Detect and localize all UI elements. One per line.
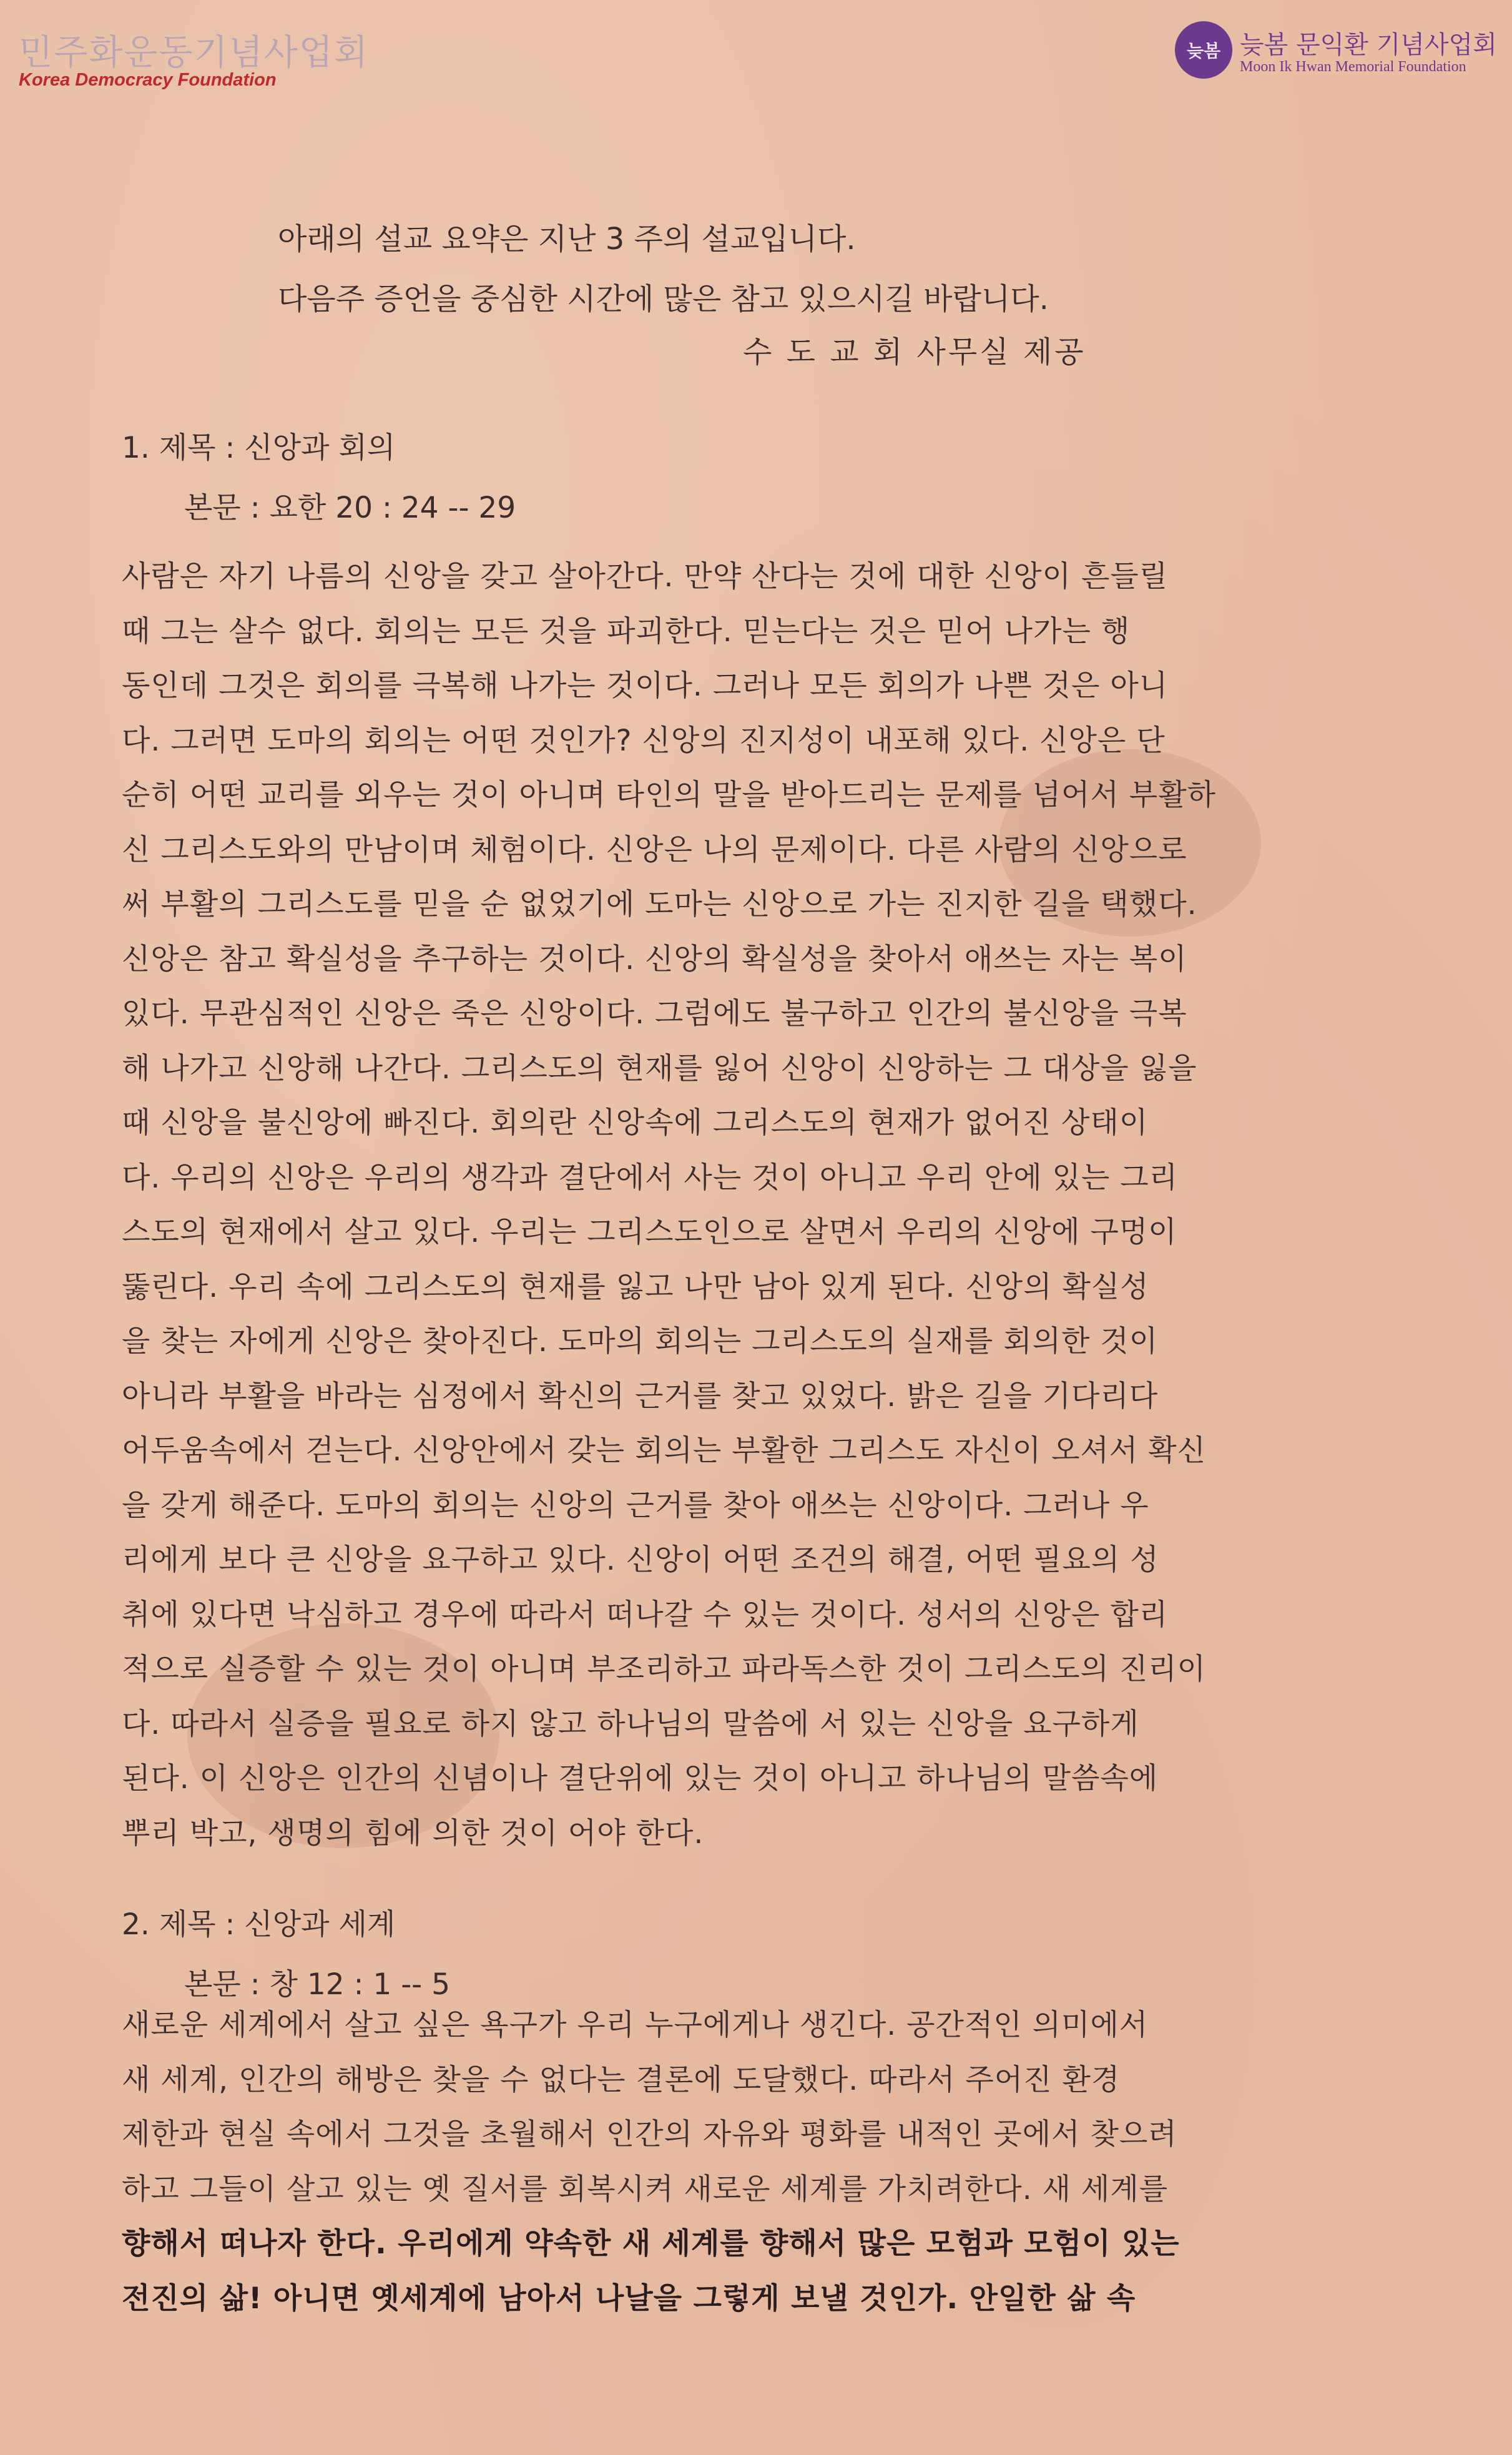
body-line: 을 갖게 해준다. 도마의 회의는 신앙의 근거를 찾아 애쓰는 신앙이다. 그러나 우 — [122, 1488, 1149, 1523]
body-line: 순히 어떤 교리를 외우는 것이 아니며 타인의 말을 받아드리는 문제를 넘어서 부활하 — [122, 778, 1217, 812]
intro-line-1: 아래의 설교 요약은 지난 3 주의 설교입니다. — [278, 222, 856, 257]
body-line: 뚫린다. 우리 속에 그리스도의 현재를 잃고 나만 남아 있게 된다. 신앙의 확실성 — [122, 1269, 1149, 1304]
provider-credit: 수 도 교 회 사무실 제공 — [743, 335, 1086, 370]
body-line: 다. 그러면 도마의 회의는 어떤 것인가? 신앙의 진지성이 내포해 있다. 신앙은 단 — [122, 723, 1166, 758]
body-line: 전진의 삶! 아니면 옛세계에 남아서 나날을 그렇게 보낼 것인가. 안일한 삶 속 — [122, 2281, 1136, 2316]
body-line: 새 세계, 인간의 해방은 찾을 수 없다는 결론에 도달했다. 따라서 주어진 환경 — [122, 2062, 1121, 2097]
body-line: 신 그리스도와의 만남이며 체험이다. 신앙은 나의 문제이다. 다른 사람의 신앙으로 — [122, 832, 1187, 867]
body-line: 된다. 이 신앙은 인간의 신념이나 결단위에 있는 것이 아니고 하나님의 말씀속에 — [122, 1761, 1159, 1796]
intro-notice — [278, 209, 1049, 329]
body-line: 다. 우리의 신앙은 우리의 생각과 결단에서 사는 것이 아니고 우리 안에 있는 그리 — [122, 1160, 1179, 1195]
right-logo-korean: 늦봄 문익환 기념사업회 — [1240, 31, 1497, 59]
body-line: 새로운 세계에서 살고 싶은 욕구가 우리 누구에게나 생긴다. 공간적인 의미에서 — [122, 2008, 1149, 2042]
body-line: 동인데 그것은 회의를 극복해 나가는 것이다. 그러나 모든 회의가 나쁜 것은 아니 — [122, 669, 1169, 703]
left-logo-korean: 민주화운동기념사업회 — [19, 32, 369, 73]
body-line: 향해서 떠나자 한다. 우리에게 약속한 새 세계를 향해서 많은 모험과 모험이 있는 — [122, 2226, 1180, 2261]
section-2-scripture: 본문 : 창 12 : 1 -- 5 — [184, 1967, 450, 2002]
body-line: 때 그는 살수 없다. 회의는 모든 것을 파괴한다. 믿는다는 것은 믿어 나가는 행 — [122, 614, 1131, 649]
intro-line-2: 다음주 증언을 중심한 시간에 많은 참고 있으시길 바랍니다. — [278, 282, 1049, 317]
section-2-body — [122, 1998, 1389, 2326]
section-2-heading — [122, 1895, 450, 2015]
body-line: 취에 있다면 낙심하고 경우에 따라서 떠나갈 수 있는 것이다. 성서의 신앙은 합리 — [122, 1597, 1169, 1632]
body-line: 을 찾는 자에게 신앙은 찾아진다. 도마의 회의는 그리스도의 실재를 회의한 것이 — [122, 1324, 1159, 1359]
section-1-title: 1. 제목 : 신앙과 회의 — [122, 431, 396, 465]
section-1-scripture: 본문 : 요한 20 : 24 -- 29 — [184, 491, 516, 525]
body-line: 해 나가고 신앙해 나간다. 그리스도의 현재를 잃어 신앙이 신앙하는 그 대상을 잃을 — [122, 1051, 1197, 1086]
body-line: 스도의 현재에서 살고 있다. 우리는 그리스도인으로 살면서 우리의 신앙에 구멍이 — [122, 1215, 1177, 1249]
moon-ik-hwan-foundation-logo — [1175, 21, 1497, 96]
body-line: 제한과 현실 속에서 그것을 초월해서 인간의 자유와 평화를 내적인 곳에서 찾으려 — [122, 2117, 1177, 2152]
section-1-body — [122, 549, 1389, 1861]
body-line: 적으로 실증할 수 있는 것이 아니며 부조리하고 파라독스한 것이 그리스도의 진리이 — [122, 1652, 1207, 1686]
body-line: 하고 그들이 살고 있는 옛 질서를 회복시켜 새로운 세계를 가치려한다. 새 세계를 — [122, 2172, 1169, 2207]
section-2-title: 2. 제목 : 신앙과 세계 — [122, 1907, 396, 1942]
body-line: 사람은 자기 나름의 신앙을 갖고 살아간다. 만약 산다는 것에 대한 신앙이 흔들릴 — [122, 559, 1169, 594]
body-line: 아니라 부활을 바라는 심정에서 확신의 근거를 찾고 있었다. 밝은 길을 기다리다 — [122, 1379, 1159, 1414]
body-line: 있다. 무관심적인 신앙은 죽은 신앙이다. 그럼에도 불구하고 인간의 불신앙을 극복 — [122, 996, 1187, 1031]
body-line: 리에게 보다 큰 신앙을 요구하고 있다. 신앙이 어떤 조건의 해결, 어떤 필요의 성 — [122, 1543, 1159, 1577]
right-logo-english: Moon Ik Hwan Memorial Foundation — [1240, 59, 1466, 75]
body-line: 뿌리 박고, 생명의 힘에 의한 것이 어야 한다. — [122, 1816, 704, 1851]
body-line: 때 신앙을 불신앙에 빠진다. 회의란 신앙속에 그리스도의 현재가 없어진 상태이 — [122, 1106, 1149, 1140]
left-logo-english: Korea Democracy Foundation — [19, 70, 277, 90]
korea-democracy-foundation-logo — [19, 25, 369, 106]
body-line: 써 부활의 그리스도를 믿을 순 없었기에 도마는 신앙으로 가는 진지한 길을 택했다. — [122, 887, 1197, 922]
section-1-heading — [122, 418, 516, 538]
foundation-seal-icon: 늦봄 — [1175, 21, 1232, 79]
body-line: 어두움속에서 걷는다. 신앙안에서 갖는 회의는 부활한 그리스도 자신이 오셔서 확신 — [122, 1434, 1207, 1468]
body-line: 신앙은 참고 확실성을 추구하는 것이다. 신앙의 확실성을 찾아서 애쓰는 자는 복이 — [122, 942, 1187, 977]
body-line: 다. 따라서 실증을 필요로 하지 않고 하나님의 말씀에 서 있는 신앙을 요구하게 — [122, 1706, 1139, 1741]
